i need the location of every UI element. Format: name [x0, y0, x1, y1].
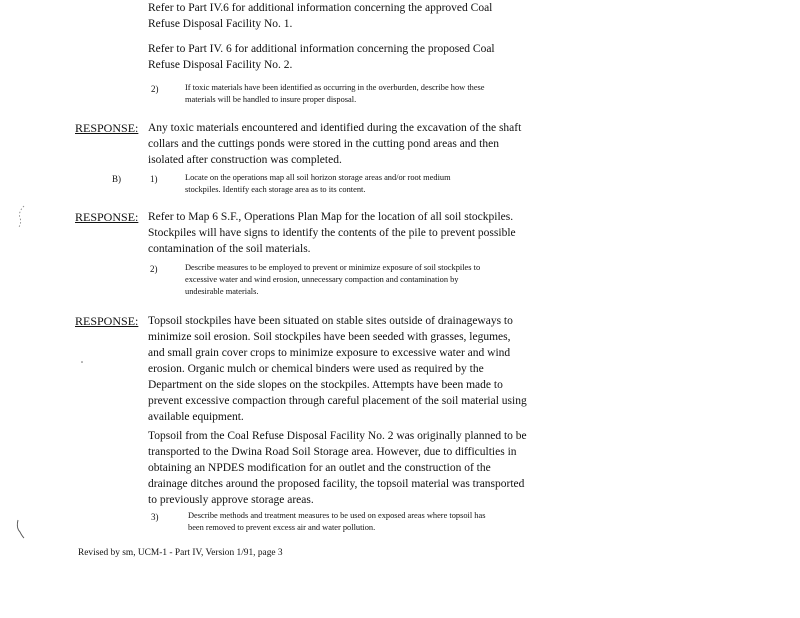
scan-speck-mark — [14, 204, 28, 230]
question-soil-storage-areas — [185, 172, 555, 196]
text-line: Any toxic materials encountered and identified during the excavation of the shaft — [148, 122, 522, 134]
question-number: 2) — [150, 264, 158, 274]
response-topsoil-facility-2 — [148, 428, 558, 508]
text-line: materials will be handled to insure proper disposal. — [185, 95, 357, 104]
text-line: drainage ditches around the proposed facility, the topsoil material was transported — [148, 478, 525, 490]
question-toxic-materials — [185, 82, 555, 106]
question-exposed-areas — [188, 510, 558, 534]
response-label: RESPONSE: — [75, 210, 139, 224]
response-label: RESPONSE: — [75, 314, 139, 328]
text-line: excessive water and wind erosion, unnecessary compaction and contamination by — [185, 275, 459, 284]
text-line: Stockpiles will have signs to identify the contents of the pile to prevent possible — [148, 227, 516, 239]
text-line: prevent excessive compaction through careful placement of the soil material using — [148, 395, 527, 407]
text-line: isolated after construction was completed. — [148, 154, 342, 166]
text-line: Describe measures to be employed to prevent or minimize exposure of soil stockpiles to — [185, 263, 481, 272]
question-number: 2) — [151, 84, 159, 94]
text-line: to previously approve storage areas. — [148, 494, 314, 506]
text-line: Refer to Map 6 S.F., Operations Plan Map for the location of all soil stockpiles. — [148, 211, 514, 223]
reference-paragraph-2 — [148, 41, 558, 73]
text-line: Refuse Disposal Facility No. 1. — [148, 18, 293, 30]
question-number: 3) — [151, 512, 159, 522]
response-topsoil-stockpiles — [148, 313, 558, 425]
text-line: If toxic materials have been identified as occurring in the overburden, describe how these — [185, 83, 485, 92]
scan-speck-mark — [12, 518, 26, 540]
text-line: Refer to Part IV. 6 for additional information concerning the proposed Coal — [148, 43, 495, 55]
text-line: Refuse Disposal Facility No. 2. — [148, 59, 293, 71]
response-label: RESPONSE: — [75, 121, 139, 135]
text-line: obtaining an NPDES modification for an outlet and the construction of the — [148, 462, 491, 474]
text-line: been removed to prevent excess air and water pollution. — [188, 523, 376, 532]
text-line: Topsoil from the Coal Refuse Disposal Facility No. 2 was originally planned to be — [148, 430, 527, 442]
response-soil-stockpiles — [148, 209, 558, 257]
text-line: contamination of the soil materials. — [148, 243, 311, 255]
text-line: undesirable materials. — [185, 287, 259, 296]
text-line: transported to the Dwina Road Soil Storage area. However, due to difficulties in — [148, 446, 517, 458]
page-footer: Revised by sm, UCM-1 - Part IV, Version 1/91, page 3 — [78, 548, 283, 558]
text-line: stockpiles. Identify each storage area as to its content. — [185, 185, 366, 194]
text-line: and small grain cover crops to minimize exposure to excessive water and wind — [148, 347, 511, 359]
text-line: Locate on the operations map all soil horizon storage areas and/or root medium — [185, 173, 451, 182]
question-erosion-measures — [185, 262, 555, 298]
text-line: available equipment. — [148, 411, 244, 423]
question-number: 1) — [150, 174, 158, 184]
text-line: Refer to Part IV.6 for additional information concerning the approved Coal — [148, 2, 493, 14]
scan-speck-dot — [80, 360, 84, 364]
text-line: Describe methods and treatment measures to be used on exposed areas where topsoil has — [188, 511, 486, 520]
reference-paragraph-1 — [148, 0, 558, 32]
text-line: Department on the side slopes on the stockpiles. Attempts have been made to — [148, 379, 503, 391]
text-line: Topsoil stockpiles have been situated on stable sites outside of drainageways to — [148, 315, 513, 327]
section-letter: B) — [112, 174, 121, 184]
text-line: minimize soil erosion. Soil stockpiles have been seeded with grasses, legumes, — [148, 331, 511, 343]
text-line: erosion. Organic mulch or chemical binders were used as required by the — [148, 363, 484, 375]
text-line: collars and the cuttings ponds were stored in the cutting pond areas and then — [148, 138, 499, 150]
response-toxic-materials — [148, 120, 558, 168]
